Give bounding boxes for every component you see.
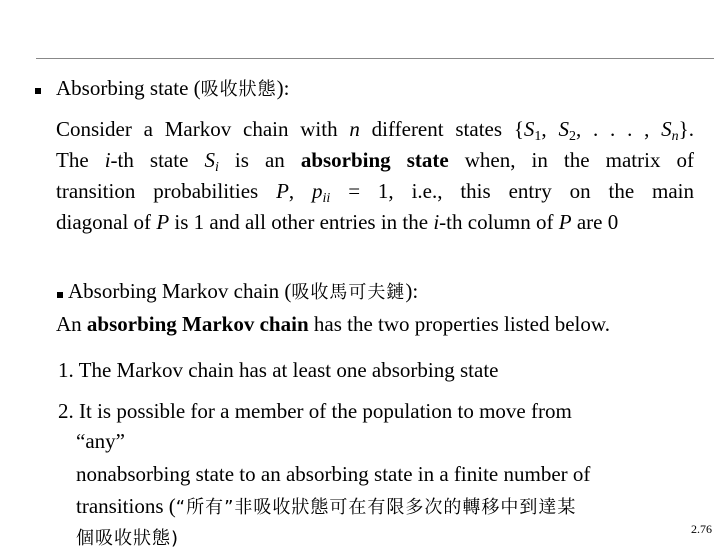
property-item-2-line-5: 個吸收狀態) <box>76 528 180 549</box>
property-item-2-line-4: transitions (“所有”非吸收狀態可在有限多次的轉移中到達某 <box>76 494 577 518</box>
absorbing-chain-definition: An absorbing Markov chain has the two properties listed below. <box>56 312 610 336</box>
section-heading-absorbing-state: Absorbing state (吸收狀態): <box>56 76 290 100</box>
top-rule <box>36 58 714 59</box>
definition-line-2: The i-th state $S_i$ is an absorbing state when, in the matrix of <box>56 148 694 175</box>
definition-line-1: Consider a Markov chain with n different states {$S_1$, $S_2$, . . . , $S_n$}. <box>56 117 694 144</box>
page-number: 2.76 <box>691 522 712 536</box>
definition-line-3: transition probabilities P, $p_{ii} = 1$, i.e., this entry on the main <box>56 179 695 206</box>
section-heading-absorbing-markov-chain: Absorbing Markov chain (吸收馬可夫鏈): <box>68 279 419 303</box>
definition-line-4: diagonal of P is 1 and all other entries in the i-th column of P are 0 <box>56 210 619 234</box>
property-item-2-line-3: nonabsorbing state to an absorbing state in a finite number of <box>76 462 591 486</box>
bullet-square-icon <box>57 292 63 298</box>
bullet-square-icon <box>35 88 41 94</box>
property-item-2-line-2: “any” <box>76 429 125 453</box>
property-item-2-line-1: 2. It is possible for a member of the population to move from <box>58 399 572 423</box>
property-item-1: 1. The Markov chain has at least one absorbing state <box>58 358 499 382</box>
